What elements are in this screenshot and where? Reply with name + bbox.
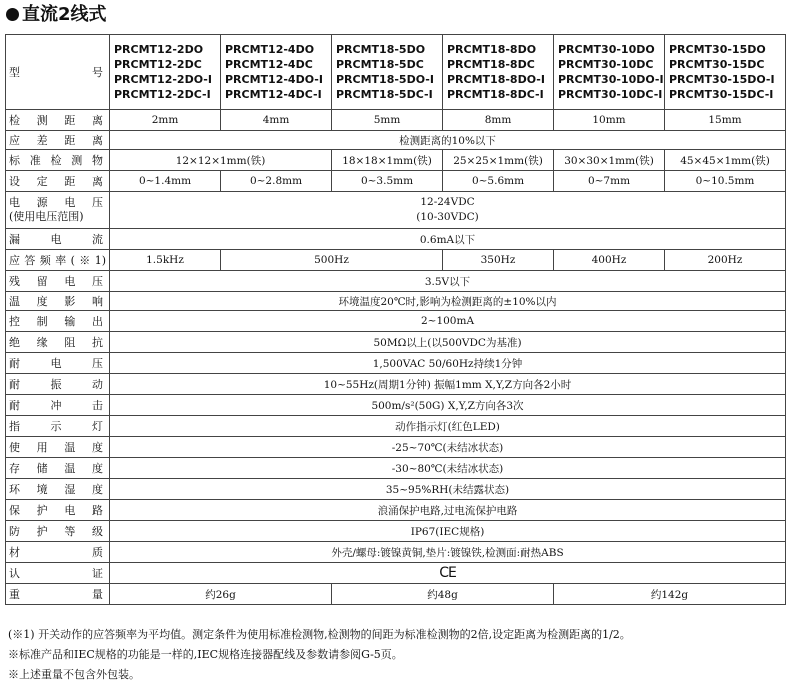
row-label: 温度影响	[6, 292, 110, 311]
row-label: 残留电压	[6, 271, 110, 292]
row-detect-distance	[6, 110, 786, 131]
model-cell: PRCMT12-2DO PRCMT12-2DC PRCMT12-2DO-I PRCMT12-2DC-I	[110, 35, 221, 110]
table-cell: 约26g	[110, 584, 332, 605]
row-setting-distance	[6, 171, 786, 192]
row-leakage	[6, 229, 786, 250]
row-supply-voltage	[6, 192, 786, 229]
row-insulation	[6, 332, 786, 353]
table-cell	[110, 563, 786, 584]
row-label: 绝缘阻抗	[6, 332, 110, 353]
row-certification	[6, 563, 786, 584]
row-shock	[6, 395, 786, 416]
row-label: 防护等级	[6, 521, 110, 542]
row-protection-circuit	[6, 500, 786, 521]
table-cell: -30~80℃(未结冰状态)	[110, 458, 786, 479]
row-label: 材质	[6, 542, 110, 563]
row-vibration	[6, 374, 786, 395]
table-cell: 约142g	[554, 584, 786, 605]
row-label: 电源电压 (使用电压范围)	[6, 192, 110, 229]
table-cell: 3.5V以下	[110, 271, 786, 292]
table-cell: 2mm	[110, 110, 221, 131]
table-cell: 2~100mA	[110, 311, 786, 332]
model-cell: PRCMT18-5DO PRCMT18-5DC PRCMT18-5DO-I PRCMT18-5DC-I	[332, 35, 443, 110]
row-indicator	[6, 416, 786, 437]
row-storage-temperature	[6, 458, 786, 479]
row-label: 指示灯	[6, 416, 110, 437]
row-label: 设定距离	[6, 171, 110, 192]
row-standard-object	[6, 150, 786, 171]
row-label: 存储温度	[6, 458, 110, 479]
table-cell: 10mm	[554, 110, 665, 131]
table-cell: 5mm	[332, 110, 443, 131]
table-cell: 外壳/螺母:镀镍黄铜,垫片:镀镍铁,检测面:耐热ABS	[110, 542, 786, 563]
table-cell: 18×18×1mm(铁)	[332, 150, 443, 171]
ce-mark-icon: CE	[439, 565, 456, 581]
table-cell: 0~1.4mm	[110, 171, 221, 192]
table-cell: 25×25×1mm(铁)	[443, 150, 554, 171]
table-cell: 45×45×1mm(铁)	[665, 150, 786, 171]
model-cell: PRCMT12-4DO PRCMT12-4DC PRCMT12-4DO-I PRCMT12-4DC-I	[221, 35, 332, 110]
row-response-frequency	[6, 250, 786, 271]
title-text: 直流2线式	[22, 4, 107, 25]
footnote: ※上述重量不包含外包装。	[8, 668, 140, 681]
row-withstand-voltage	[6, 353, 786, 374]
table-cell: 30×30×1mm(铁)	[554, 150, 665, 171]
row-label: 控制输出	[6, 311, 110, 332]
table-cell: 1,500VAC 50/60Hz持续1分钟	[110, 353, 786, 374]
model-row	[6, 35, 786, 110]
row-label: 环境湿度	[6, 479, 110, 500]
row-label: 应差距离	[6, 131, 110, 150]
table-cell: 约48g	[332, 584, 554, 605]
table-cell: 4mm	[221, 110, 332, 131]
row-label: 耐冲击	[6, 395, 110, 416]
table-cell: 12×12×1mm(铁)	[110, 150, 332, 171]
table-cell: 浪涌保护电路,过电流保护电路	[110, 500, 786, 521]
row-label: 耐电压	[6, 353, 110, 374]
row-label: 认证	[6, 563, 110, 584]
table-cell: 350Hz	[443, 250, 554, 271]
table-cell: 环境温度20℃时,影响为检测距离的±10%以内	[110, 292, 786, 311]
table-cell: 检测距离的10%以下	[110, 131, 786, 150]
table-cell: 400Hz	[554, 250, 665, 271]
footnotes	[8, 625, 783, 685]
row-residual-voltage	[6, 271, 786, 292]
table-cell: 1.5kHz	[110, 250, 221, 271]
table-cell: 500Hz	[221, 250, 443, 271]
row-humidity	[6, 479, 786, 500]
row-label: 检测距离	[6, 110, 110, 131]
row-protection-grade	[6, 521, 786, 542]
row-label: 耐振动	[6, 374, 110, 395]
table-cell: 10~55Hz(周期1分钟) 振幅1mm X,Y,Z方向各2小时	[110, 374, 786, 395]
table-cell: 200Hz	[665, 250, 786, 271]
row-label: 标准检测物	[6, 150, 110, 171]
row-hysteresis	[6, 131, 786, 150]
table-cell: 0.6mA以下	[110, 229, 786, 250]
table-cell: IP67(IEC规格)	[110, 521, 786, 542]
table-cell: 50MΩ以上(以500VDC为基准)	[110, 332, 786, 353]
table-cell: 15mm	[665, 110, 786, 131]
table-cell: 0~7mm	[554, 171, 665, 192]
row-label: 保护电路	[6, 500, 110, 521]
row-weight	[6, 584, 786, 605]
table-cell: 动作指示灯(红色LED)	[110, 416, 786, 437]
model-cell: PRCMT30-15DO PRCMT30-15DC PRCMT30-15DO-I PRCMT30-15DC-I	[665, 35, 786, 110]
table-cell: 0~10.5mm	[665, 171, 786, 192]
row-label: 应答频率(※1)	[6, 250, 110, 271]
table-cell: 35~95%RH(未结露状态)	[110, 479, 786, 500]
section-title	[6, 2, 107, 28]
row-temperature-influence	[6, 292, 786, 311]
table-cell: 8mm	[443, 110, 554, 131]
table-cell: 0~5.6mm	[443, 171, 554, 192]
row-operating-temperature	[6, 437, 786, 458]
spec-table	[5, 34, 786, 605]
bullet-icon	[6, 8, 19, 21]
table-cell: 500m/s²(50G) X,Y,Z方向各3次	[110, 395, 786, 416]
row-label: 漏电流	[6, 229, 110, 250]
row-material	[6, 542, 786, 563]
model-cell: PRCMT30-10DO PRCMT30-10DC PRCMT30-10DO-I PRCMT30-10DC-I	[554, 35, 665, 110]
row-label: 使用温度	[6, 437, 110, 458]
footnote: (※1) 开关动作的应答频率为平均值。测定条件为使用标准检测物,检测物的间距为标准检测物的2倍,设定距离为检测距离的1/2。	[8, 628, 631, 641]
table-cell: 0~3.5mm	[332, 171, 443, 192]
row-label: 重量	[6, 584, 110, 605]
table-cell: 12-24VDC (10-30VDC)	[110, 192, 786, 229]
footnote: ※标准产品和IEC规格的功能是一样的,IEC规格连接器配线及参数请参阅G-5页。	[8, 648, 403, 661]
table-cell: 0~2.8mm	[221, 171, 332, 192]
model-cell: PRCMT18-8DO PRCMT18-8DC PRCMT18-8DO-I PRCMT18-8DC-I	[443, 35, 554, 110]
row-control-output	[6, 311, 786, 332]
table-cell: -25~70℃(未结冰状态)	[110, 437, 786, 458]
label-model: 型号	[6, 35, 110, 110]
